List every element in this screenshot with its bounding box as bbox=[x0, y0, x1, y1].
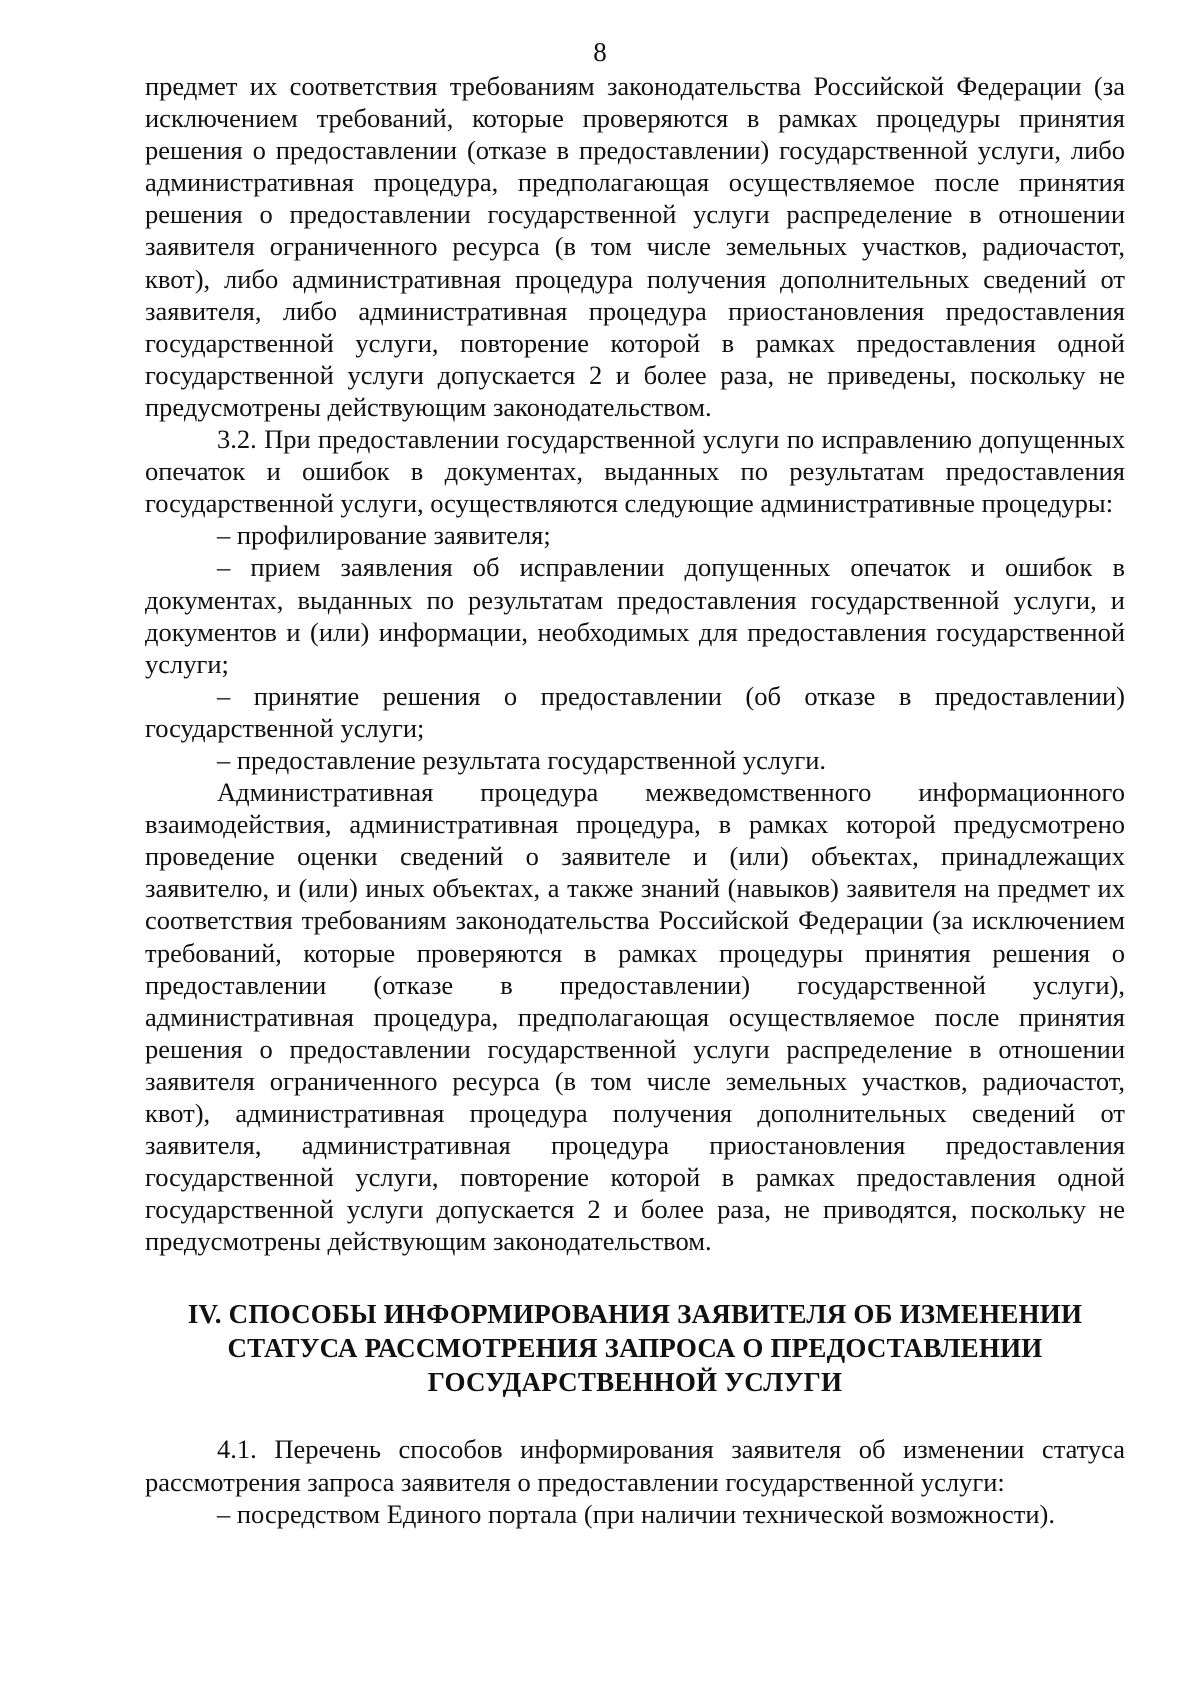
paragraph-interagency: Административная процедура межведомственного информационного взаимодействия, административная процедура, в рамках которой предусмотрено проведение оценки сведений о заявителе и (или) объектах, принадлежащих заявителю, и (или) иных объектах, а также знаний (навыков) заявителя на предмет их соответствия требованиям законодательства Российской Федерации (за исключением требований, которые проверяются в рамках процедуры принятия решения о предоставлении (отказе в предоставлении) государственной услуги), административная процедура, предполагающая осуществляемое после принятия решения о предоставлении государственной услуги распределение в отношении заявителя ограниченного ресурса (в том числе земельных участков, радиочастот, квот), административная процедура получения дополнительных сведений от заявителя, административная процедура приостановления предоставления государственной услуги, повторение которой в рамках предоставления одной государственной услуги допускается 2 и более раза, не приводятся, поскольку не предусмотрены действующим законодательством. bbox=[145, 777, 1125, 1257]
list-item-profiling: – профилирование заявителя; bbox=[217, 520, 551, 551]
page-number: 8 bbox=[593, 37, 607, 67]
list-item-result: – предоставление результата государственной услуги. bbox=[217, 744, 826, 775]
paragraph-3-2: 3.2. При предоставлении государственной услуги по исправлению допущенных опечаток и ошибок в документах, выданных по результатам предоставления государственной услуги, осуществляются следующие административные процедуры: bbox=[145, 424, 1125, 519]
list-item-decision: – принятие решения о предоставлении (об отказе в предоставлении) государственной услуги; bbox=[145, 680, 1125, 743]
paragraph-continuation: предмет их соответствия требованиям законодательства Российской Федерации (за исключением требований, которые проверяются в рамках процедуры принятия решения о предоставлении (отказе в предоставлении) государственной услуги, либо административная процедура, предполагающая осуществляемое после принятия решения о предоставлении государственной услуги распределение в отношении заявителя ограниченного ресурса (в том числе земельных участков, радиочастот, квот), либо административная процедура получения дополнительных сведений от заявителя, либо административная процедура приостановления предоставления государственной услуги, повторение которой в рамках предоставления одной государственной услуги допускается 2 и более раза, не приведены, поскольку не предусмотрены действующим законодательством. bbox=[145, 71, 1125, 422]
document-body bbox=[145, 70, 1125, 1530]
list-item-portal: – посредством Единого портала (при наличии технической возможности). bbox=[217, 1498, 1055, 1529]
list-item-application-intake: – прием заявления об исправлении допущенных опечаток и ошибок в документах, выданных по результатам предоставления государственной услуги, и документов и (или) информации, необходимых для предоставления государственной услуги; bbox=[145, 552, 1125, 679]
section-heading-iv: IV. СПОСОБЫ ИНФОРМИРОВАНИЯ ЗАЯВИТЕЛЯ ОБ ИЗМЕНЕНИИ СТАТУСА РАССМОТРЕНИЯ ЗАПРОСА О ПРЕДОСТАВЛЕНИИ ГОСУДАРСТВЕННОЙ УСЛУГИ bbox=[187, 1299, 1083, 1398]
paragraph-4-1: 4.1. Перечень способов информирования заявителя об изменении статуса рассмотрения запроса заявителя о предоставлении государственной услуги: bbox=[145, 1434, 1125, 1497]
